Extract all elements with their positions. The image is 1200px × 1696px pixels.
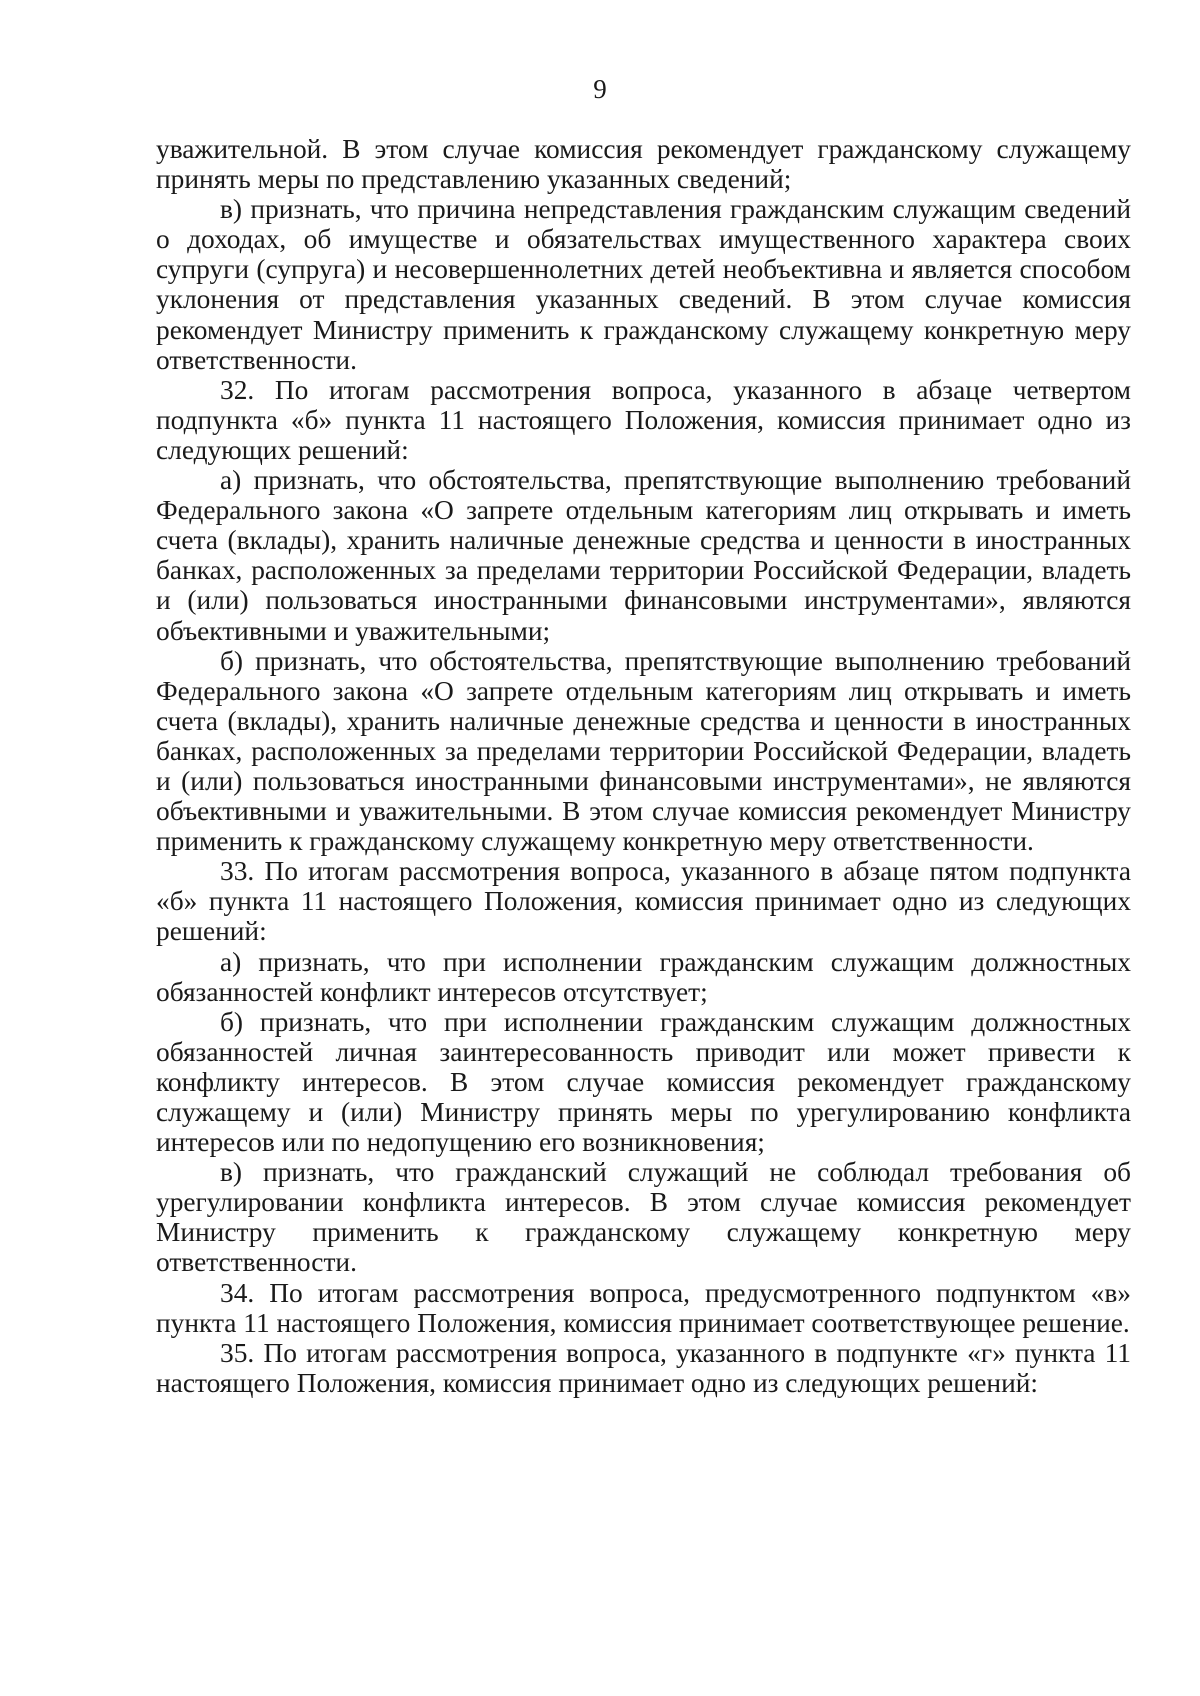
paragraph-continuation: уважительной. В этом случае комиссия рекомендует гражданскому служащему принять меры по представлению указанных сведений; xyxy=(156,134,1131,195)
paragraph-32-b: б) признать, что обстоятельства, препятствующие выполнению требований Федерального закона «О запрете отдельным категориям лиц открывать и иметь счета (вклады), хранить наличные денежные средства и ценности в иностранных банках, расположенных за пределами территории Российской Федерации, владеть и (или) пользоваться иностранными финансовыми инструментами», не являются объективными и уважительными. В этом случае комиссия рекомендует Министру применить к гражданскому служащему конкретную меру ответственности. xyxy=(156,645,1131,857)
paragraph-33: 33. По итогам рассмотрения вопроса, указанного в абзаце пятом подпункта «б» пункта 11 настоящего Положения, комиссия принимает одно из следующих решений: xyxy=(156,856,1131,947)
paragraph-32: 32. По итогам рассмотрения вопроса, указанного в абзаце четвертом подпункта «б» пункта 11 настоящего Положения, комиссия принимает одно из следующих решений: xyxy=(156,374,1131,465)
paragraph-35: 35. По итогам рассмотрения вопроса, указанного в подпункте «г» пункта 11 настоящего Положения, комиссия принимает одно из следующих решений: xyxy=(156,1337,1131,1398)
paragraph-34: 34. По итогам рассмотрения вопроса, предусмотренного подпунктом «в» пункта 11 настоящего Положения, комиссия принимает соответствующее решение. xyxy=(156,1277,1131,1338)
paragraph-32-a: а) признать, что обстоятельства, препятствующие выполнению требований Федерального закона «О запрете отдельным категориям лиц открывать и иметь счета (вклады), хранить наличные денежные средства и ценности в иностранных банках, расположенных за пределами территории Российской Федерации, владеть и (или) пользоваться иностранными финансовыми инструментами», являются объективными и уважительными; xyxy=(156,465,1131,646)
page-number: 9 xyxy=(593,74,607,104)
document-body xyxy=(156,134,1131,1398)
paragraph-33-v: в) признать, что гражданский служащий не соблюдал требования об урегулировании конфликта интересов. В этом случае комиссия рекомендует Министру применить к гражданскому служащему конкретную меру ответственности. xyxy=(156,1157,1131,1278)
paragraph-33-a: а) признать, что при исполнении гражданским служащим должностных обязанностей конфликт интересов отсутствует; xyxy=(156,946,1131,1007)
paragraph-31-v: в) признать, что причина непредставления гражданским служащим сведений о доходах, об имуществе и обязательствах имущественного характера своих супруги (супруга) и несовершеннолетних детей необъективна и является способом уклонения от представления указанных сведений. В этом случае комиссия рекомендует Министру применить к гражданскому служащему конкретную меру ответственности. xyxy=(156,194,1131,375)
paragraph-33-b: б) признать, что при исполнении гражданским служащим должностных обязанностей личная заинтересованность приводит или может привести к конфликту интересов. В этом случае комиссия рекомендует гражданскому служащему и (или) Министру принять меры по урегулированию конфликта интересов или по недопущению его возникновения; xyxy=(156,1006,1131,1158)
